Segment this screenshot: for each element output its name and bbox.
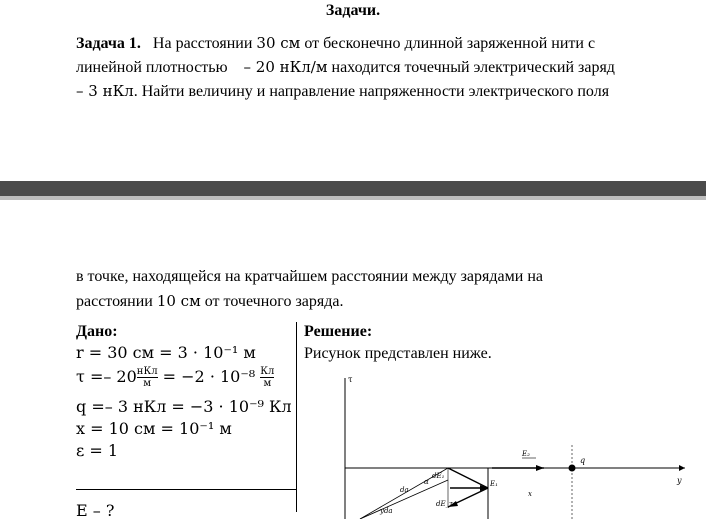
given-find: E – ? (76, 501, 115, 520)
vector-dE1 (448, 468, 488, 488)
problem-line-5 (76, 289, 343, 314)
tau-prefix: τ =– 20 (76, 367, 137, 386)
given-x: x = 10 см = 10⁻¹ м (76, 419, 232, 438)
solution-heading: Решение: (304, 323, 373, 340)
distance-value: 30 см (256, 34, 301, 52)
label-dE1: dE₁ (432, 472, 445, 480)
given-tau (76, 366, 274, 389)
problem-text: расстоянии (76, 293, 157, 310)
fraction-denominator: м (263, 378, 272, 389)
tau-mid: = −2 · 10⁻⁸ (157, 367, 261, 386)
page-title: Задачи. (325, 2, 381, 19)
given-eps: ε = 1 (76, 441, 119, 460)
given-heading: Дано: (76, 323, 118, 340)
problem-line-1 (76, 31, 595, 56)
label-alpha: α (424, 478, 429, 486)
linear-density-value: – 20 нКл/м (243, 58, 328, 76)
label-da: da (400, 486, 409, 494)
label-q: q (580, 456, 586, 465)
label-E2: E₂ (522, 450, 530, 458)
point-distance-value: 10 см (156, 292, 201, 310)
fraction-numerator: нКл (136, 366, 158, 377)
page-break-shadow (0, 196, 706, 200)
axis-label-tau: τ (348, 375, 353, 384)
solution-text: Рисунок представлен ниже. (304, 345, 492, 362)
given-divider (76, 489, 296, 490)
label-E1: E₁ (490, 480, 498, 488)
label-yda: yda (380, 507, 393, 515)
problem-line-2 (76, 55, 615, 80)
y-axis-arrow (679, 465, 685, 471)
problem-text: линейной плотностью (76, 59, 228, 76)
given-q: q =– 3 нКл = −3 · 10⁻⁹ Кл (76, 397, 292, 416)
problem-text: находится точечный электрический заряд (327, 59, 615, 76)
problem-text: . Найти величину и направление напряженности электрического поля (133, 83, 610, 100)
column-divider (296, 322, 297, 512)
problem-line-3 (76, 79, 609, 104)
problem-text: от бесконечно длинной заряженной нити с (300, 35, 596, 52)
point-charge (569, 465, 576, 472)
problem-line-4: в точке, находящейся на кратчайшем расстоянии между зарядами на (76, 268, 543, 285)
page-break-band (0, 181, 706, 196)
given-r: r = 30 см = 3 · 10⁻¹ м (76, 343, 256, 362)
problem-text: На расстоянии (152, 35, 257, 52)
fraction-numerator: Кл (260, 366, 275, 377)
problem-label: Задача 1. (76, 35, 141, 52)
label-dEt: dE_τ (436, 500, 453, 508)
fraction-denominator: м (143, 378, 152, 389)
axis-label-y: y (677, 476, 682, 485)
fraction (260, 366, 274, 389)
problem-text: от точечного заряда. (200, 293, 344, 310)
figure-diagram (300, 370, 700, 519)
vector-E2-arrow (536, 465, 544, 471)
label-x: x (528, 490, 532, 498)
fraction (137, 366, 158, 389)
charge-value: – 3 нКл (76, 82, 134, 100)
